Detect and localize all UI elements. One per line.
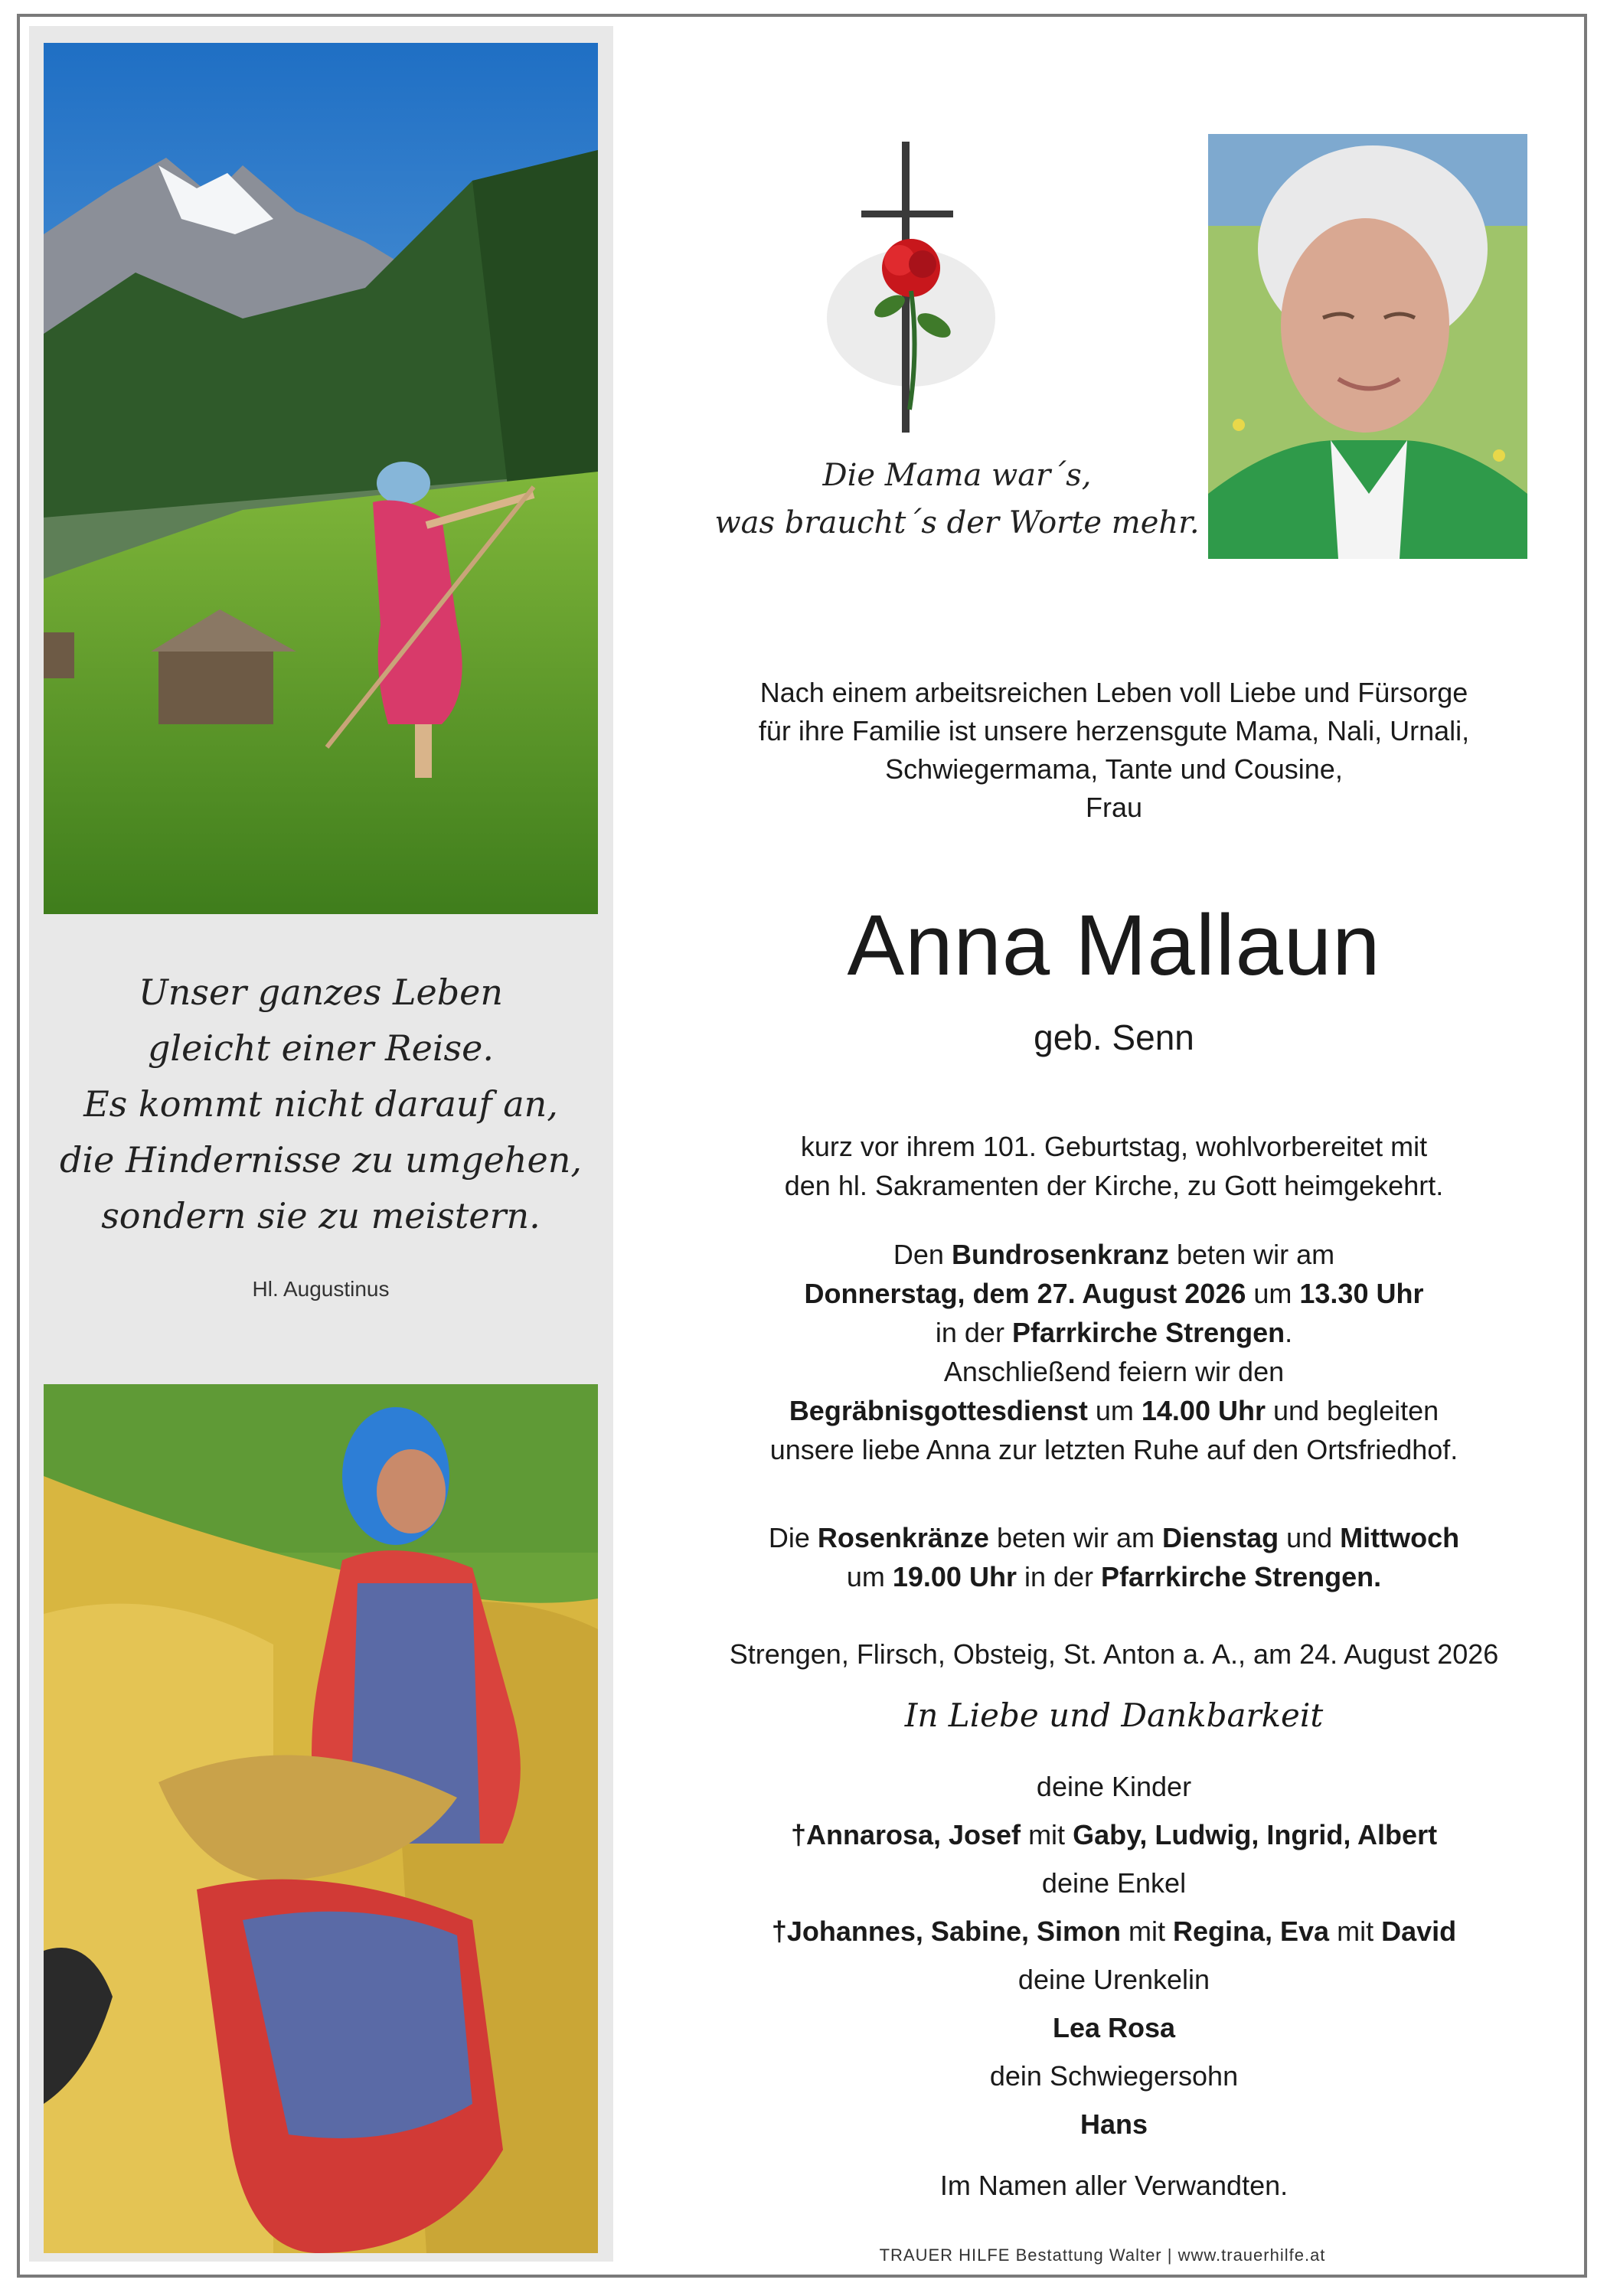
rosary-line: um 19.00 Uhr in der Pfarrkirche Strengen. — [846, 1561, 1382, 1592]
family-label: deine Kinder — [1036, 1771, 1192, 1802]
intro-line: für ihre Familie ist unsere herzensgute Mama, Nali, Urnali, — [758, 715, 1470, 746]
quote-line: sondern sie zu meistern. — [101, 1195, 541, 1236]
family-label: deine Urenkelin — [1017, 1964, 1210, 1995]
motto-line: was braucht´s der Worte mehr. — [714, 505, 1200, 541]
place-date: Strengen, Flirsch, Obsteig, St. Anton a. A., am 24. August 2026 — [729, 1638, 1499, 1670]
maiden-name: geb. Senn — [1034, 1017, 1194, 1057]
family-list — [658, 1762, 1569, 2148]
intro-line: Schwiegermama, Tante und Cousine, — [885, 753, 1343, 785]
quote-line: die Hindernisse zu umgehen, — [59, 1139, 582, 1181]
deceased-name: Anna Mallaun — [847, 897, 1381, 993]
funeral-line: Begräbnisgottesdienst um 14.00 Uhr und begleiten — [789, 1395, 1439, 1426]
motto-line: Die Mama war´s, — [822, 458, 1092, 493]
intro-text — [658, 674, 1569, 827]
family-names: †Johannes, Sabine, Simon mit Regina, Eva mit David — [771, 1916, 1457, 1947]
funeral-line: Den Bundrosenkranz beten wir am — [893, 1239, 1335, 1270]
rosary-details — [658, 1518, 1569, 1596]
passing-line: den hl. Sakramenten der Kirche, zu Gott heimgekehrt. — [784, 1170, 1444, 1201]
family-names: Hans — [1079, 2108, 1148, 2140]
funeral-line: Anschließend feiern wir den — [943, 1356, 1285, 1387]
cross-rose-icon — [819, 134, 1011, 440]
intro-line: Nach einem arbeitsreichen Leben voll Liebe und Fürsorge — [759, 677, 1468, 708]
footer-credit: TRAUER HILFE Bestattung Walter | www.trauerhilfe.at — [879, 2245, 1326, 2265]
sidebar-quote — [44, 965, 598, 1244]
closing-line: Im Namen aller Verwandten. — [939, 2170, 1289, 2201]
quote-line: Es kommt nicht darauf an, — [83, 1083, 558, 1125]
intro-line: Frau — [1085, 792, 1143, 823]
passing-line: kurz vor ihrem 101. Geburtstag, wohlvorbereitet mit — [800, 1131, 1428, 1162]
funeral-line: in der Pfarrkirche Strengen. — [935, 1317, 1293, 1348]
family-names: Lea Rosa — [1052, 2012, 1176, 2043]
family-label: dein Schwiegersohn — [989, 2060, 1239, 2092]
funeral-details — [658, 1235, 1569, 1469]
passing-text — [658, 1127, 1569, 1205]
family-label: deine Enkel — [1041, 1867, 1187, 1899]
funeral-line: Donnerstag, dem 27. August 2026 um 13.30 Uhr — [804, 1278, 1424, 1309]
alpine-meadow-photo — [44, 43, 598, 914]
funeral-line: unsere liebe Anna zur letzten Ruhe auf den Ortsfriedhof. — [769, 1434, 1458, 1465]
grain-harvest-photo — [44, 1384, 598, 2253]
portrait-photo — [1208, 134, 1527, 559]
quote-line: gleicht einer Reise. — [147, 1027, 494, 1069]
quote-author: Hl. Augustinus — [252, 1277, 390, 1301]
family-names: †Annarosa, Josef mit Gaby, Ludwig, Ingrid, Albert — [790, 1819, 1438, 1850]
thanks-heading: In Liebe und Dankbarkeit — [904, 1697, 1324, 1734]
quote-line: Unser ganzes Leben — [138, 972, 504, 1013]
motto — [674, 452, 1240, 547]
rosary-line: Die Rosenkränze beten wir am Dienstag und Mittwoch — [768, 1522, 1460, 1553]
